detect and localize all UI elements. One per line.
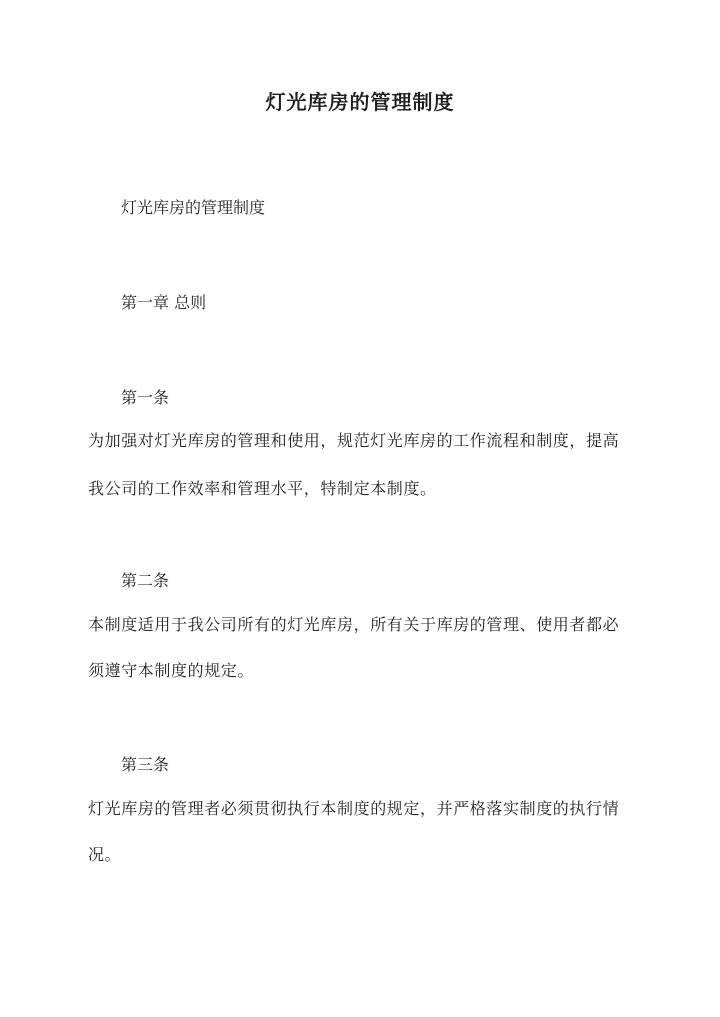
article-3-heading: 第三条 — [121, 755, 170, 774]
article-2-line-1: 本制度适用于我公司所有的灯光库房，所有关于库房的管理、使用者都必 — [88, 615, 620, 634]
article-1-line-2: 我公司的工作效率和管理水平，特制定本制度。 — [88, 479, 437, 498]
document-subtitle: 灯光库房的管理制度 — [121, 198, 266, 217]
article-2-heading: 第二条 — [121, 571, 170, 590]
article-1-heading: 第一条 — [121, 388, 170, 407]
article-2-line-2: 须遵守本制度的规定。 — [88, 661, 255, 680]
article-3-line-1: 灯光库房的管理者必须贯彻执行本制度的规定，并严格落实制度的执行情 — [88, 799, 620, 818]
article-1-line-1: 为加强对灯光库房的管理和使用，规范灯光库房的工作流程和制度，提高 — [88, 431, 620, 450]
document-title: 灯光库房的管理制度 — [265, 90, 455, 114]
chapter-heading: 第一章 总则 — [121, 293, 207, 312]
article-3-line-2: 况。 — [88, 845, 122, 864]
